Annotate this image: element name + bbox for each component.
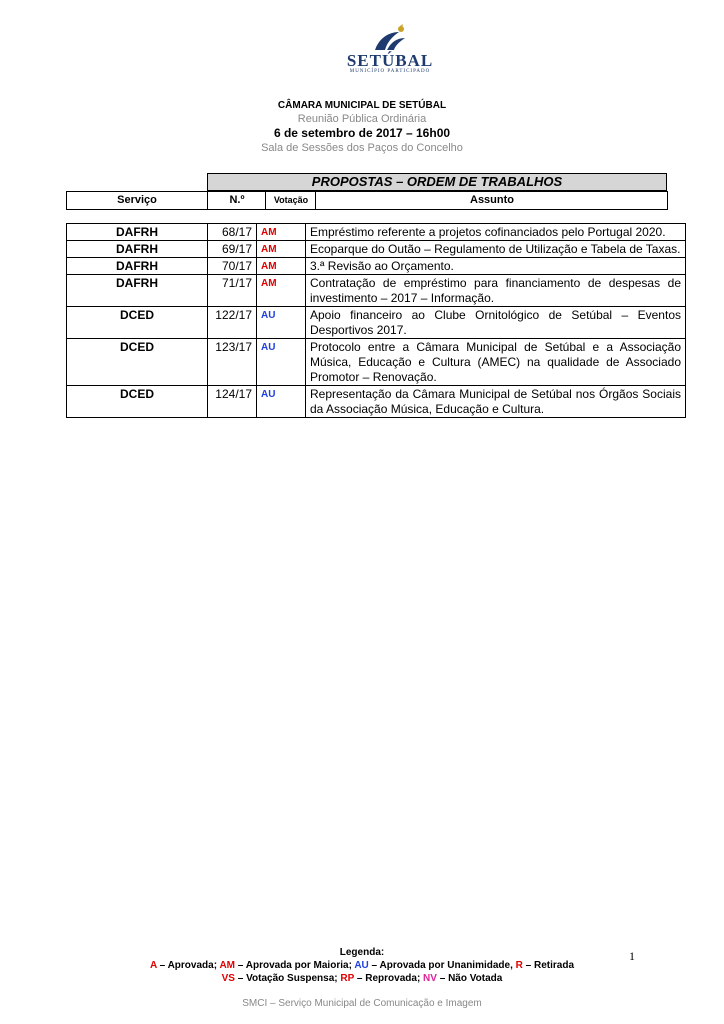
col-subject: Assunto: [315, 192, 668, 209]
meeting-place: Sala de Sessões dos Paços do Concelho: [261, 142, 463, 154]
legend-label-vs: Votação Suspensa: [246, 973, 335, 984]
legend-label-r: Retirada: [534, 960, 575, 971]
legend-code-a: A: [149, 960, 157, 971]
row-subject: 3.ª Revisão ao Orçamento.: [306, 258, 686, 275]
legend-label-a: Aprovada: [167, 960, 214, 971]
legend-line-2: VS – Votação Suspensa; RP – Reprovada; NV – Não Votada: [221, 973, 503, 984]
meeting-type: Reunião Pública Ordinária: [297, 113, 427, 125]
agenda-title: PROPOSTAS – ORDEM DE TRABALHOS: [207, 173, 667, 191]
legend-code-rp: RP: [340, 973, 355, 984]
logo-name: SETÚBAL: [346, 51, 434, 70]
row-number: 123/17: [208, 339, 257, 386]
row-subject: Representação da Câmara Municipal de Setúbal nos Órgãos Sociais da Associação Música, Educação e Cultura.: [306, 386, 686, 418]
meeting-date: 6 de setembro de 2017 – 16h00: [273, 126, 451, 140]
row-number: 70/17: [208, 258, 257, 275]
row-service: DCED: [67, 339, 208, 386]
logo-emblem-icon: [365, 24, 415, 52]
column-headers: [66, 191, 668, 210]
row-service: DCED: [67, 307, 208, 339]
col-service: Serviço: [117, 194, 157, 206]
row-service: DAFRH: [67, 224, 208, 241]
agenda-table: [66, 223, 686, 418]
table-row: [67, 339, 686, 386]
row-subject: Contratação de empréstimo para financiamento de despesas de investimento – 2017 – Informação.: [306, 275, 686, 307]
row-number: 122/17: [208, 307, 257, 339]
row-number: 68/17: [208, 224, 257, 241]
row-subject: Protocolo entre a Câmara Municipal de Setúbal e a Associação Música, Educação e Cultura (AMEC) na qualidade de Associado Promotor – Renovação.: [306, 339, 686, 386]
table-row: [67, 307, 686, 339]
row-service: DCED: [67, 386, 208, 418]
logo-tagline: MUNICÍPIO PARTICIPADO: [349, 69, 431, 74]
row-subject: Ecoparque do Outão – Regulamento de Utilização e Tabela de Taxas.: [306, 241, 686, 258]
row-vote: AM: [257, 275, 306, 307]
col-vote: Votação: [265, 192, 316, 209]
footer-credit: SMCI – Serviço Municipal de Comunicação e Imagem: [242, 998, 482, 1009]
legend-title: Legenda:: [339, 947, 385, 958]
legend-label-am: Aprovada por Maioria: [245, 960, 349, 971]
legend-line-1: A – Aprovada; AM – Aprovada por Maioria; AU – Aprovada por Unanimidade, R – Retirada: [149, 960, 575, 971]
table-row: [67, 258, 686, 275]
org-title: CÂMARA MUNICIPAL DE SETÚBAL: [277, 100, 447, 111]
row-subject: Apoio financeiro ao Clube Ornitológico de Setúbal – Eventos Desportivos 2017.: [306, 307, 686, 339]
col-number: N.º: [207, 192, 266, 209]
legend-code-vs: VS: [221, 973, 235, 984]
row-vote: AU: [257, 307, 306, 339]
row-service: DAFRH: [67, 258, 208, 275]
row-subject: Empréstimo referente a projetos cofinanciados pelo Portugal 2020.: [306, 224, 686, 241]
row-service: DAFRH: [67, 275, 208, 307]
page-number: 1: [629, 949, 635, 963]
row-number: 69/17: [208, 241, 257, 258]
row-vote: AU: [257, 339, 306, 386]
row-vote: AM: [257, 241, 306, 258]
table-row: [67, 224, 686, 241]
row-number: 124/17: [208, 386, 257, 418]
table-row: [67, 241, 686, 258]
legend-code-r: R: [515, 960, 523, 971]
legend-label-rp: Reprovada: [365, 973, 417, 984]
row-number: 71/17: [208, 275, 257, 307]
table-row: [67, 386, 686, 418]
setubal-logo: [335, 24, 445, 80]
row-vote: AM: [257, 224, 306, 241]
legend-code-au: AU: [354, 960, 369, 971]
row-service: DAFRH: [67, 241, 208, 258]
legend-label-nv: Não Votada: [448, 973, 503, 984]
row-vote: AM: [257, 258, 306, 275]
row-vote: AU: [257, 386, 306, 418]
legend-code-nv: NV: [423, 973, 437, 984]
table-row: [67, 275, 686, 307]
legend-code-am: AM: [219, 960, 235, 971]
legend-label-au: Aprovada por Unanimidade: [379, 960, 511, 971]
